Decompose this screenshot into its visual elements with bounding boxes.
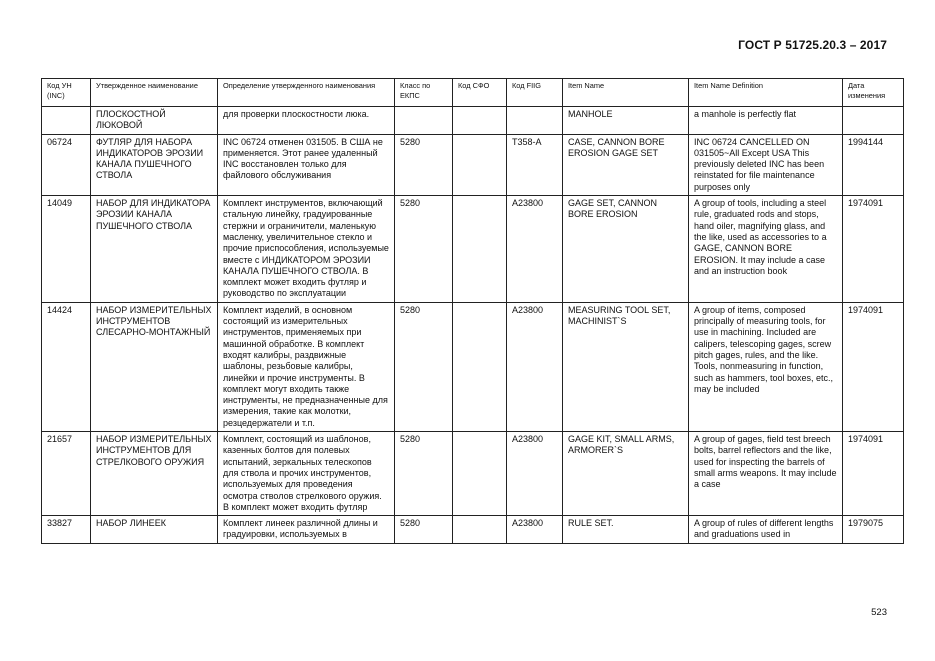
cell-class: 5280 bbox=[395, 432, 453, 516]
header-approved-definition: Определение утвержденного наименования bbox=[218, 79, 395, 107]
cell-definition-ru: для проверки плоскостности люка. bbox=[218, 107, 395, 135]
cell-class: 5280 bbox=[395, 516, 453, 544]
cell-item-definition: A group of gages, field test breech bolts, barrel reflectors and the like, used for inspecting the barrels of small arms weapons. It may include a case bbox=[689, 432, 843, 516]
cell-sfo bbox=[453, 302, 507, 431]
cell-sfo bbox=[453, 432, 507, 516]
cell-date: 1974091 bbox=[843, 432, 904, 516]
cell-date: 1994144 bbox=[843, 134, 904, 195]
header-change-date: Дата изменения bbox=[843, 79, 904, 107]
header-fiig-code: Код FIIG bbox=[507, 79, 563, 107]
cell-name-ru: НАБОР ДЛЯ ИНДИКАТОРА ЭРОЗИИ КАНАЛА ПУШЕЧНОГО СТВОЛА bbox=[91, 196, 218, 303]
cell-item-definition: A group of rules of different lengths and graduations used in bbox=[689, 516, 843, 544]
cell-item-definition: a manhole is perfectly flat bbox=[689, 107, 843, 135]
cell-item-definition: A group of items, composed principally of measuring tools, for use in machining. Included are calipers, telescoping gages, screw pitch gages, rules, and the like. Tools, nonmeasuring in function, such as hammers, tool boxes, etc., may be included bbox=[689, 302, 843, 431]
cell-fiig: A23800 bbox=[507, 432, 563, 516]
cell-sfo bbox=[453, 134, 507, 195]
cell-date bbox=[843, 107, 904, 135]
header-approved-name: Утвержденное наименование bbox=[91, 79, 218, 107]
cell-code bbox=[42, 107, 91, 135]
cell-definition-ru: Комплект изделий, в основном состоящий из измерительных инструментов, применяемых при машинной обработке. В комплект входят калибры, раздвижные шаблоны, резьбовые калибры, линейки и прочие инструменты. В комплект могут входить также инструменты, не предназначенные для измерения, такие как молотки, резцедержатели и т.п. bbox=[218, 302, 395, 431]
table-row bbox=[42, 196, 904, 303]
cell-date: 1974091 bbox=[843, 196, 904, 303]
cell-sfo bbox=[453, 196, 507, 303]
cell-sfo bbox=[453, 107, 507, 135]
cell-item-name: CASE, CANNON BORE EROSION GAGE SET bbox=[563, 134, 689, 195]
cell-code: 14424 bbox=[42, 302, 91, 431]
cell-name-ru: НАБОР ИЗМЕРИТЕЛЬНЫХ ИНСТРУМЕНТОВ СЛЕСАРНО-МОНТАЖНЫЙ bbox=[91, 302, 218, 431]
cell-fiig: T358-A bbox=[507, 134, 563, 195]
cell-date: 1979075 bbox=[843, 516, 904, 544]
header-item-name: Item Name bbox=[563, 79, 689, 107]
cell-item-name: MANHOLE bbox=[563, 107, 689, 135]
page-number: 523 bbox=[871, 607, 887, 618]
cell-code: 14049 bbox=[42, 196, 91, 303]
header-inc-code: Код УН (INC) bbox=[42, 79, 91, 107]
cell-sfo bbox=[453, 516, 507, 544]
header-sfo-code: Код СФО bbox=[453, 79, 507, 107]
cell-name-ru: НАБОР ИЗМЕРИТЕЛЬНЫХ ИНСТРУМЕНТОВ ДЛЯ СТРЕЛКОВОГО ОРУЖИЯ bbox=[91, 432, 218, 516]
table-row bbox=[42, 302, 904, 431]
cell-code: 21657 bbox=[42, 432, 91, 516]
cell-fiig: A23800 bbox=[507, 516, 563, 544]
cell-item-definition: A group of tools, including a steel rule, graduated rods and stops, hand oiler, magnifying glass, and the like, used as accessories to a GAGE, CANNON BORE EROSION. It may include a case and an instruction book bbox=[689, 196, 843, 303]
cell-class: 5280 bbox=[395, 134, 453, 195]
cell-code: 06724 bbox=[42, 134, 91, 195]
cell-name-ru: ФУТЛЯР ДЛЯ НАБОРА ИНДИКАТОРОВ ЭРОЗИИ КАНАЛА ПУШЕЧНОГО СТВОЛА bbox=[91, 134, 218, 195]
table-row bbox=[42, 516, 904, 544]
cell-code: 33827 bbox=[42, 516, 91, 544]
table-header-row bbox=[42, 79, 904, 107]
table-row bbox=[42, 107, 904, 135]
table-row bbox=[42, 432, 904, 516]
cell-item-name: RULE SET. bbox=[563, 516, 689, 544]
cell-fiig: A23800 bbox=[507, 196, 563, 303]
cell-item-definition: INC 06724 CANCELLED ON 031505~All Except USA This previously deleted INC has been reinstated for file maintenance purposes only bbox=[689, 134, 843, 195]
cell-name-ru: НАБОР ЛИНЕЕК bbox=[91, 516, 218, 544]
table-row bbox=[42, 134, 904, 195]
header-item-name-definition: Item Name Definition bbox=[689, 79, 843, 107]
cell-date: 1974091 bbox=[843, 302, 904, 431]
classification-table bbox=[41, 78, 904, 544]
cell-item-name: GAGE SET, CANNON BORE EROSION bbox=[563, 196, 689, 303]
cell-item-name: MEASURING TOOL SET, MACHINIST`S bbox=[563, 302, 689, 431]
header-ekps-class: Класс по ЕКПС bbox=[395, 79, 453, 107]
cell-name-ru: ПЛОСКОСТНОЙ ЛЮКОВОЙ bbox=[91, 107, 218, 135]
cell-class: 5280 bbox=[395, 302, 453, 431]
cell-definition-ru: Комплект, состоящий из шаблонов, казенных болтов для полевых испытаний, зеркальных телескопов для ствола и прочих инструментов, используемых для проведения осмотра стволов стрелкового оружия. В комплект может входить футляр bbox=[218, 432, 395, 516]
cell-class bbox=[395, 107, 453, 135]
cell-definition-ru: INC 06724 отменен 031505. В США не применяется. Этот ранее удаленный INC восстановлен только для файлового обслуживания bbox=[218, 134, 395, 195]
cell-definition-ru: Комплект линеек различной длины и градуировки, используемых в bbox=[218, 516, 395, 544]
cell-definition-ru: Комплект инструментов, включающий стальную линейку, градуированные стержни и ограничители, маленькую масленку, увеличительное стекло и прочие приспособления, используемые вместе с ИНДИКАТОРОМ ЭРОЗИИ КАНАЛА ПУШЕЧНОГО СТВОЛА. В комплект может входить футляр и руководство по эксплуатации bbox=[218, 196, 395, 303]
cell-class: 5280 bbox=[395, 196, 453, 303]
document-header: ГОСТ Р 51725.20.3 – 2017 bbox=[738, 38, 887, 52]
cell-item-name: GAGE KIT, SMALL ARMS, ARMORER`S bbox=[563, 432, 689, 516]
cell-fiig bbox=[507, 107, 563, 135]
cell-fiig: A23800 bbox=[507, 302, 563, 431]
